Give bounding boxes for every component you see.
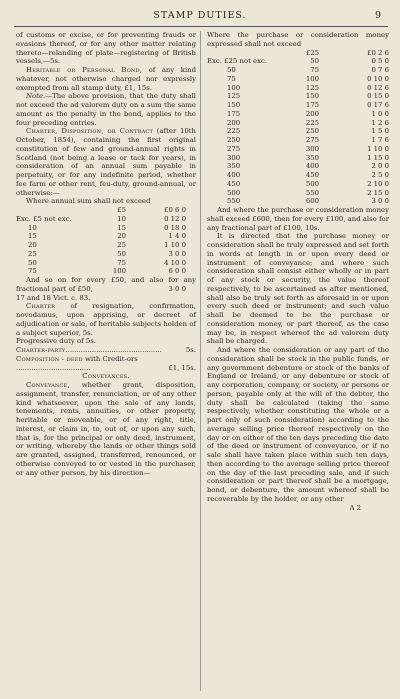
statute-reference: 17 and 18 Vict. c. 83.	[16, 293, 91, 302]
duty-cell: 0 15 0	[367, 92, 389, 101]
paragraph	[16, 381, 196, 477]
table-row	[207, 136, 389, 145]
column-divider	[200, 31, 201, 691]
table-row	[207, 154, 389, 163]
amount-cell: 15	[117, 223, 126, 232]
amount-cell: £25	[305, 48, 319, 57]
duty-cell: 4 10 0	[164, 258, 186, 267]
range-cell: 15	[28, 232, 37, 241]
table-row	[207, 49, 389, 58]
range-cell: 150	[227, 101, 241, 109]
note-label: Note.	[26, 92, 46, 101]
table-row	[207, 197, 389, 206]
entry-text: of any kind whatever, not otherwise charged nor expressly exempted from all stamp duty, £1, 15s.	[16, 66, 196, 92]
paragraph	[16, 276, 196, 294]
amount-cell: 225	[305, 118, 319, 127]
duty-cell: 3 0 0	[168, 284, 186, 293]
table-row	[207, 66, 389, 75]
entry-heading: Heritable or Personal Bond,	[26, 66, 143, 74]
conveyance-duty-table	[207, 49, 389, 207]
duty-cell: 0 12 6	[367, 83, 389, 92]
amount-cell: 175	[305, 101, 319, 109]
table-row	[207, 145, 389, 154]
range-cell: 75	[28, 267, 37, 276]
duty-cell: 0 5 0	[371, 57, 389, 66]
entry-heading: Conveyance,	[26, 381, 70, 389]
amount-cell: 75	[117, 258, 126, 267]
range-cell: 350	[227, 162, 241, 171]
table-intro: Where annual sum shall not exceed	[26, 197, 151, 206]
duty-cell: 2 15 0	[367, 188, 389, 197]
paragraph	[16, 66, 196, 92]
duty-cell: 1 15 0	[367, 153, 389, 162]
paragraph	[16, 364, 196, 373]
entry-text: —The above provision, that the duty shall not exceed the ad valorem duty on a sum the same amount as the penalty in the bond, applies to the four preceding entries.	[16, 92, 196, 127]
paragraph: of customs or excise, or for preventing frauds or evasions thereof, or for any other matter relating thereto—relanding of plate—registering of British vessels,—5s.	[16, 31, 196, 66]
entry-text: whether grant, disposition, assignment, transfer, renunciation, or of any other kind whatsoever, upon the sale of any lands, tenements, rents, annuities, or other property, heritable or moveable, or of any right, title, interest, or claim in, to, out of, or upon any such, that is, for the principal or only deed, instrument, or writing, whereby the lands or other things sold are granted, assigned, transferred, renounced, or otherwise conveyed to or vested in the purchaser, or any other person, by his direction—	[16, 381, 196, 477]
range-cell: 125	[227, 92, 241, 101]
table-row	[207, 189, 389, 198]
range-cell: 50	[28, 258, 37, 267]
table-row	[207, 162, 389, 171]
page-header-title: STAMP DUTIES.	[153, 10, 247, 21]
table-row	[207, 92, 389, 101]
duty-cell: 2 0 0	[371, 162, 389, 171]
table-row	[16, 250, 186, 259]
range-cell: 200	[227, 118, 241, 127]
entry-text: of resignation, confirmation, novodamus, upon apprising, or decreet of adjudication or sale, of heritable subjects holden of a subject superior, 5s.	[16, 302, 196, 337]
amount-cell: 550	[305, 188, 319, 197]
amount-cell: 200	[305, 109, 319, 118]
amount-cell: 50	[310, 57, 319, 66]
amount-cell: 100	[305, 74, 319, 83]
table-row	[207, 101, 389, 110]
page-number: 9	[374, 10, 382, 21]
amount-cell: 75	[310, 66, 319, 74]
table-row	[207, 75, 389, 84]
range-cell: 450	[227, 179, 241, 188]
amount-cell: 150	[305, 92, 319, 101]
table-intro: Where the purchase or consideration money expressed shall not exceed	[207, 31, 389, 48]
signature-mark: A 2	[349, 503, 361, 512]
duty-cell: 1 2 6	[371, 118, 389, 127]
paragraph: It is directed that the purchase money or consideration shall be truly expressed and set forth in words at length in or upon every deed or instrument of conveyance; and where such consideration shall consist either wholly or in part of any stock or security, the value thereof respectively, to be ascertained as after mentioned, shall also be truly set forth as aforesaid in or upon every such deed or instrument; and such value shall be deemed to be the purchase or consideration money, or part thereof, as the case may be, in respect whereof the ad valorem duty shall be charged.	[207, 232, 389, 346]
duty-cell: 1 4 0	[168, 232, 186, 241]
duty-cell: 5s.	[185, 346, 196, 354]
amount-cell: 250	[305, 127, 319, 136]
range-cell: Exc. £5 not exc.	[16, 214, 72, 223]
paragraph: Progressive duty of 5s.	[16, 337, 96, 346]
table-row	[16, 232, 186, 241]
running-header	[0, 10, 400, 24]
duty-cell: £0 6 0	[164, 206, 186, 214]
amount-cell: 25	[117, 241, 126, 249]
leader-dots: ..................................	[16, 363, 91, 372]
amount-cell: 125	[305, 83, 319, 92]
amount-cell: 500	[305, 179, 319, 188]
duty-cell: 1 10 0	[367, 144, 389, 153]
amount-cell: 275	[305, 136, 319, 144]
range-cell: 550	[227, 197, 241, 206]
amount-cell: £5	[117, 206, 126, 214]
leader-dots: ............................................	[65, 346, 162, 354]
table-row	[207, 171, 389, 180]
duty-cell: 1 10 0	[164, 241, 186, 249]
table-row	[16, 215, 186, 224]
duty-cell: £1, 15s.	[168, 363, 196, 372]
amount-cell: 50	[117, 249, 126, 258]
range-cell: 275	[227, 144, 241, 153]
paragraph: And where the consideration or any part of the consideration shall be stock in the public funds, or any government debenture or stock of the banks of England or Ireland, or any debenture or stock of any corporation, company, or society, or persons or person, payable only at the will of the debtor, the duty shall be calculated (taking the same respectively, whether constituting the whole or a part only of such consideration) according to the average selling price thereof respectively on the day or on either of the ten days preceding the date of the deed or instrument of conveyance, or if no sale shall have taken place within such ten days, then according to the average selling price thereof on the day of the last preceding sale, and if such consideration or part thereof shall be a mortgage, bond, or debenture, the amount whereof shall be recoverable by the holder, or any other	[207, 346, 389, 503]
amount-cell: 350	[305, 153, 319, 162]
entry-heading: Composition - deed	[16, 354, 83, 363]
amount-cell: 20	[117, 232, 126, 241]
section-heading: Conveyances.	[82, 372, 130, 381]
range-cell: 25	[28, 249, 37, 258]
paragraph: And where the purchase or consideration money shall exceed £600, then for every £100, and also for any fractional part of £100, 10s.	[207, 206, 389, 232]
duty-cell: 1 0 0	[371, 109, 389, 118]
amount-cell: 10	[117, 214, 126, 223]
duty-cell: 0 10 0	[367, 74, 389, 83]
duty-cell: 1 5 0	[371, 127, 389, 136]
paragraph	[16, 92, 196, 127]
range-cell: 500	[227, 188, 241, 197]
table-row	[16, 267, 186, 276]
range-cell: 75	[227, 74, 236, 83]
paragraph	[16, 127, 196, 197]
range-cell: 50	[227, 66, 236, 74]
duty-cell: 2 5 0	[371, 171, 389, 179]
right-column	[207, 31, 389, 512]
table-row	[207, 57, 389, 66]
feu-duty-table	[16, 206, 186, 276]
duty-cell: 0 17 6	[367, 101, 389, 109]
table-row	[16, 259, 186, 268]
paragraph	[16, 302, 196, 337]
amount-cell: 300	[305, 144, 319, 153]
left-column	[16, 31, 196, 477]
range-cell: 250	[227, 136, 241, 144]
range-cell: 300	[227, 153, 241, 162]
duty-cell: 3 0 0	[371, 197, 389, 206]
amount-cell: 100	[112, 267, 126, 276]
table-row	[16, 206, 186, 215]
entry-text: (after 10th October, 1854), containing the first original constitution of few and ground-annual rights in Scotland (not being a lease or tack for years), in consideration of an annual sum payable in perpetuity, or for any indefinite period, whether fee farm or other rent, feu-duty, ground-annual, or otherwise:—	[16, 127, 196, 197]
amount-cell: 600	[305, 197, 319, 206]
duty-cell: 1 7 6	[371, 136, 389, 144]
range-cell: 100	[227, 83, 241, 92]
amount-cell: 450	[305, 171, 319, 179]
entry-text: And so on for every £50, and also for any fractional part of £50,	[16, 276, 196, 293]
table-row	[207, 110, 389, 119]
range-cell: 400	[227, 171, 241, 179]
table-row	[16, 224, 186, 233]
range-cell: 10	[28, 223, 37, 232]
range-cell: 225	[227, 127, 241, 136]
paragraph	[16, 355, 196, 364]
amount-cell: 400	[305, 162, 319, 171]
duty-cell: 6 0 0	[168, 267, 186, 276]
table-row	[207, 119, 389, 128]
entry-heading: Charter	[26, 302, 56, 311]
entry-heading: Charter-party	[16, 346, 66, 354]
header-rule	[14, 26, 388, 27]
duty-cell: 2 10 0	[367, 179, 389, 188]
duty-cell: £0 2 6	[367, 48, 389, 57]
table-row	[207, 127, 389, 136]
entry-text: with Credit-ors	[84, 354, 138, 363]
duty-cell: 0 12 0	[164, 214, 186, 223]
range-cell: Exc. £25 not exc.	[207, 57, 268, 66]
table-row	[16, 241, 186, 250]
entry-heading: Charter, Disposition, or Contract	[26, 127, 153, 136]
range-cell: 20	[28, 241, 37, 249]
duty-cell: 0 18 0	[164, 223, 186, 232]
paragraph	[16, 346, 196, 355]
range-cell: 175	[227, 109, 241, 118]
table-row	[207, 84, 389, 93]
duty-cell: 3 0 0	[168, 249, 186, 258]
table-row	[207, 180, 389, 189]
duty-cell: 0 7 6	[371, 66, 389, 74]
